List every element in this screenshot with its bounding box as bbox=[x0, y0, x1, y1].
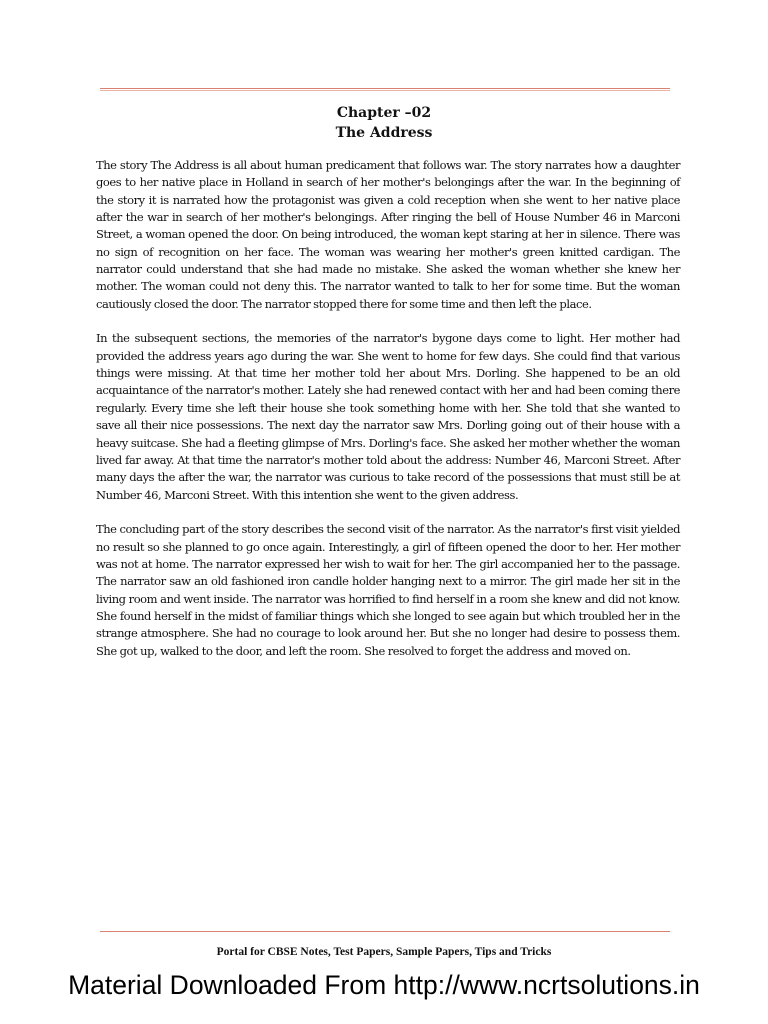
paragraph-first-visit: The story The Address is all about human predicament that follows war. The story narrates how a daughter goes to her native place in Holland in search of her mother's belongings after the war. In the beginning of the story it is narrated how the protagonist was given a cold reception when she went to her native place after the war in search of her mother's belongings. After ringing the bell of House Number 46 in Marconi Street, a woman opened the door. On being introduced, the woman kept staring at her in silence. There was no sign of recognition on her face. The woman was wearing her mother's green knitted cardigan. The narrator could understand that she had made no mistake. She asked the woman whether she knew her mother. The woman could not deny this. The narrator wanted to talk to her for some time. But the woman cautiously closed the door. The narrator stopped there for some time and then left the place. bbox=[96, 158, 680, 311]
story-summary bbox=[96, 157, 680, 677]
chapter-number: Chapter –02 bbox=[336, 105, 432, 121]
footer-divider bbox=[100, 931, 670, 932]
paragraph-memories: In the subsequent sections, the memories of the narrator's bygone days come to light. Her mother had provided the address years ago during the war. She went to home for few days. She could find that various things were missing. At that time her mother told her about Mrs. Dorling. She happened to be an old acquaintance of the narrator's mother. Lately she had renewed contact with her and had been coming there regularly. Every time she left their house she took something home with her. She told that she wanted to save all their nice possessions. The next day the narrator saw Mrs. Dorling going out of their house with a heavy suitcase. She had a fleeting glimpse of Mrs. Dorling's face. She asked her mother whether the woman lived far away. At that time the narrator's mother told about the address: Number 46, Marconi Street. After many days the after the war, the narrator was curious to take record of the possessions that must still be at Number 46, Marconi Street. With this intention she went to the given address. bbox=[96, 331, 680, 502]
chapter-heading bbox=[0, 103, 768, 143]
footer-portal-text: Portal for CBSE Notes, Test Papers, Sample Papers, Tips and Tricks bbox=[216, 946, 552, 958]
footer-download-banner: Material Downloaded From http://www.ncrtsolutions.in bbox=[68, 970, 700, 1000]
header-divider bbox=[100, 88, 670, 91]
chapter-title: The Address bbox=[335, 125, 433, 141]
paragraph-second-visit: The concluding part of the story describes the second visit of the narrator. As the narrator's first visit yielded no result so she planned to go once again. Interestingly, a girl of fifteen opened the door to her. Her mother was not at home. The narrator expressed her wish to wait for her. The girl accompanied her to the passage. The narrator saw an old fashioned iron candle holder hanging next to a mirror. The girl made her sit in the living room and went inside. The narrator was horrified to find herself in a room she knew and did not know. She found herself in the midst of familiar things which she longed to see again but which troubled her in the strange atmosphere. She had no courage to look around her. But she no longer had desire to possess them. She got up, walked to the door, and left the room. She resolved to forget the address and moved on. bbox=[96, 522, 680, 658]
